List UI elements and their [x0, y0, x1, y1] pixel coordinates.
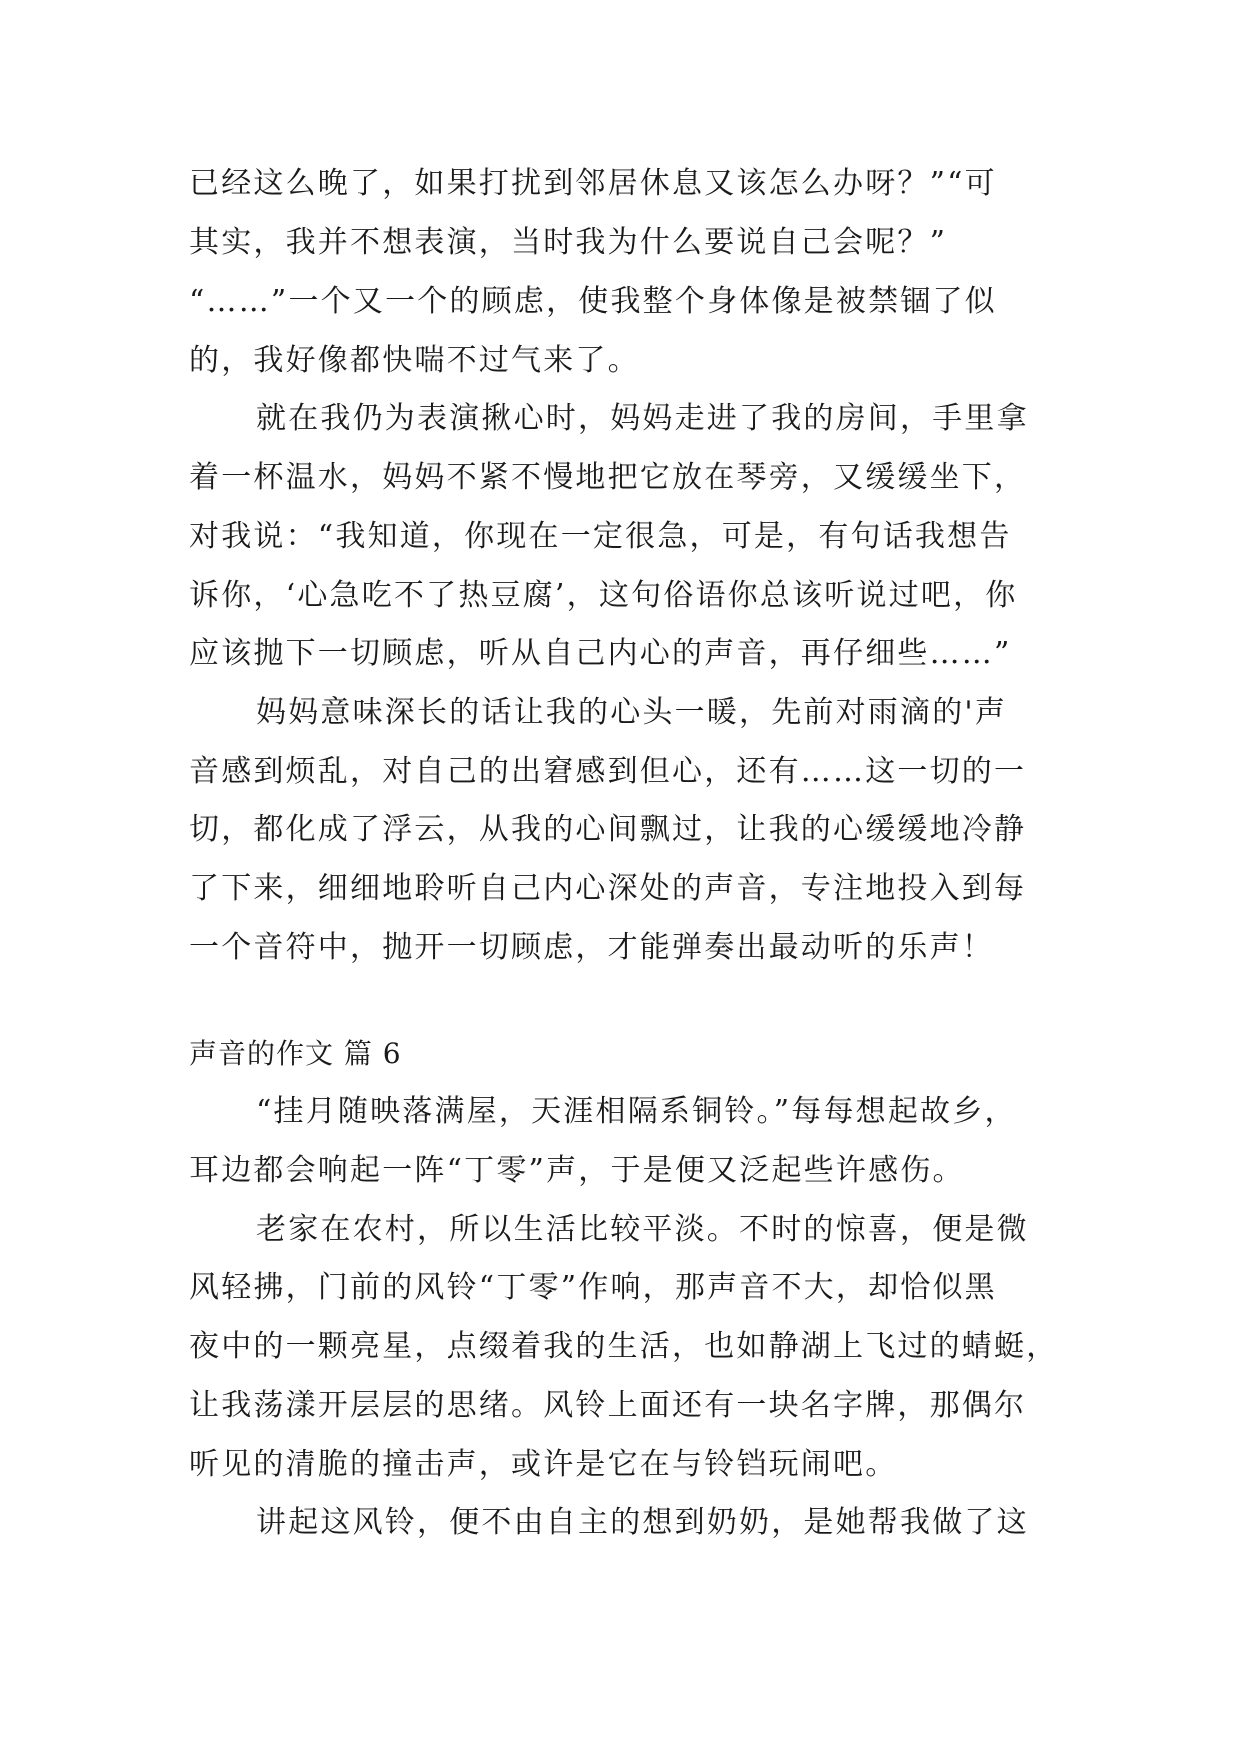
text-line: 的，我好像都快喘不过气来了。 [189, 343, 640, 378]
text-line: 已经这么晚了，如果打扰到邻居休息又该怎么办呀？”“可 [189, 166, 997, 201]
text-line: 老家在农村，所以生活比较平淡。不时的惊喜，便是微 [256, 1212, 1029, 1247]
text-line: 就在我仍为表演揪心时，妈妈走进了我的房间，手里拿 [256, 401, 1029, 436]
text-line: 其实，我并不想表演，当时我为什么要说自己会呢？” [189, 225, 948, 260]
text-line: “……”一个又一个的顾虑，使我整个身体像是被禁锢了似 [189, 284, 997, 319]
text-line: 夜中的一颗亮星，点缀着我的生活，也如静湖上飞过的蜻蜓， [189, 1329, 1059, 1364]
text-line: 一个音符中，抛开一切顾虑，才能弹奏出最动听的乐声！ [189, 930, 994, 965]
text-line: 让我荡漾开层层的思绪。风铃上面还有一块名字牌，那偶尔 [189, 1388, 1027, 1423]
text-line: 对我说：“我知道，你现在一定很急，可是，有句话我想告 [189, 519, 1012, 554]
text-line: 耳边都会响起一阵“丁零”声，于是便又泛起些许感伤。 [189, 1153, 965, 1188]
text-line: 诉你，‘心急吃不了热豆腐’，这句俗语你总该听说过吧，你 [189, 578, 1018, 613]
text-line: 着一杯温水，妈妈不紧不慢地把它放在琴旁，又缓缓坐下， [189, 460, 1027, 495]
text-line: 妈妈意味深长的话让我的心头一暖，先前对雨滴的'声 [256, 695, 1008, 730]
section-heading: 声音的作文 篇 6 [189, 1037, 402, 1070]
text-line: 应该抛下一切顾虑，听从自己内心的声音，再仔细些……” [189, 636, 1012, 671]
text-line: 风轻拂，门前的风铃“丁零”作响，那声音不大，却恰似黑 [189, 1270, 997, 1305]
text-line: 切，都化成了浮云，从我的心间飘过，让我的心缓缓地冷静 [189, 812, 1027, 847]
text-line: 音感到烦乱，对自己的出窘感到但心，还有……这一切的一 [189, 754, 1027, 789]
text-line: “挂月随映落满屋，天涯相隔系铜铃。”每每想起故乡， [256, 1094, 1017, 1129]
text-line: 了下来，细细地聆听自己内心深处的声音，专注地投入到每 [189, 871, 1027, 906]
text-line: 讲起这风铃，便不由自主的想到奶奶，是她帮我做了这 [256, 1505, 1029, 1540]
text-line: 听见的清脆的撞击声，或许是它在与铃铛玩闹吧。 [189, 1447, 898, 1482]
